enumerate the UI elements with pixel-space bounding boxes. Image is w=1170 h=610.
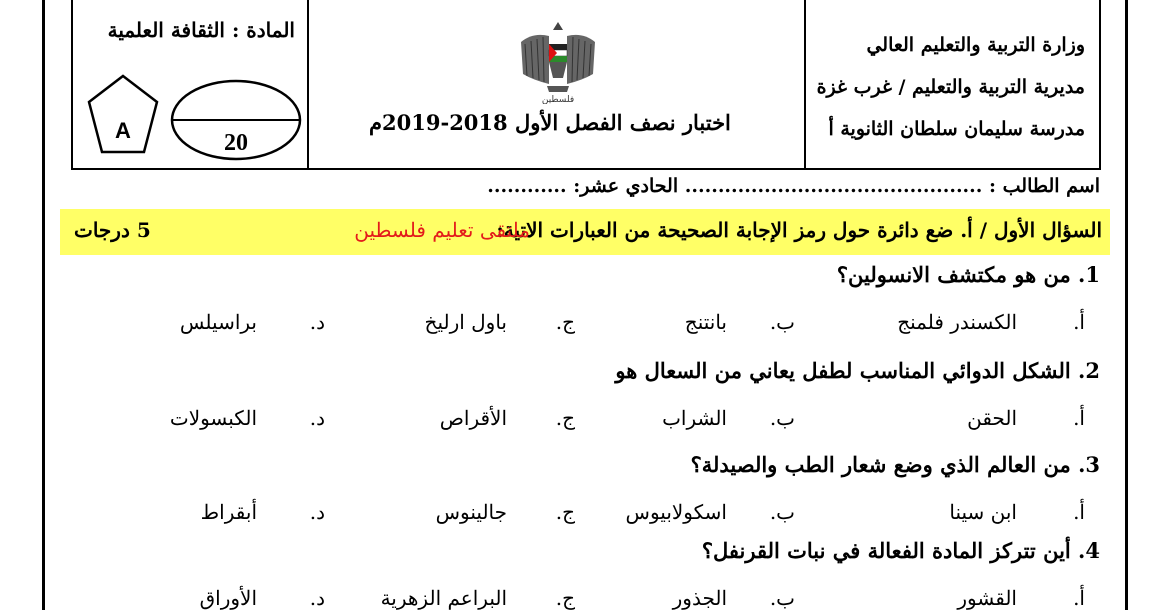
option-text[interactable]: الشراب (662, 406, 727, 430)
school-name: مدرسة سليمان سلطان الثانوية أ (828, 118, 1085, 140)
score-oval (169, 78, 303, 162)
option-letter[interactable]: ب. (769, 406, 795, 430)
option-text[interactable]: القشور (957, 586, 1017, 610)
option-text[interactable]: الكبسولات (169, 406, 257, 430)
question-banner (60, 209, 1110, 255)
question-text: 2. الشكل الدوائي المناسب لطفل يعاني من السعال هو (615, 358, 1100, 383)
student-info-line: اسم الطالب : ............................................. الحادي عشر: ............ (487, 175, 1100, 197)
option-letter[interactable]: ب. (769, 310, 795, 334)
option-letter[interactable]: ج. (555, 586, 575, 610)
option-text[interactable]: الأوراق (199, 586, 257, 610)
exam-header (71, 0, 1101, 170)
school-info-cell (804, 0, 1099, 168)
emblem-caption: فلسطين (541, 95, 575, 104)
option-letter[interactable]: ج. (555, 500, 575, 524)
model-pentagon (83, 70, 163, 160)
promo-text: ملتقى تعليم فلسطين (354, 218, 530, 242)
max-score: 20 (224, 130, 248, 156)
exam-title: اختبار نصف الفصل الأول 2018-2019م (369, 110, 731, 135)
model-letter: A (115, 118, 131, 143)
option-letter[interactable]: ج. (555, 310, 575, 334)
question-text: 3. من العالم الذي وضع شعار الطب والصيدلة؟ (690, 452, 1100, 477)
option-text[interactable]: الجذور (672, 586, 727, 610)
option-text[interactable]: باول ارليخ (424, 310, 507, 334)
palestine-eagle-emblem (513, 14, 603, 104)
subject-label: المادة : الثقافة العلمية (107, 18, 295, 42)
option-text[interactable]: اسكولابيوس (625, 500, 727, 524)
question-text: 1. من هو مكتشف الانسولين؟ (836, 262, 1100, 287)
option-letter[interactable]: ب. (769, 500, 795, 524)
option-letter[interactable]: أ. (1073, 500, 1085, 524)
option-text[interactable]: بانتنج (684, 310, 727, 334)
option-text[interactable]: أبقراط (200, 500, 257, 524)
option-text[interactable]: براسيلس (179, 310, 257, 334)
option-letter[interactable]: ب. (769, 586, 795, 610)
question-score: 5 درجات (74, 218, 151, 242)
question-text: 4. أين تتركز المادة الفعالة في نبات القرنفل؟ (701, 538, 1100, 563)
option-text[interactable]: جالينوس (435, 500, 507, 524)
option-letter[interactable]: د. (309, 500, 325, 524)
option-letter[interactable]: أ. (1073, 406, 1085, 430)
option-letter[interactable]: د. (309, 310, 325, 334)
option-text[interactable]: الكسندر فلمنج (897, 310, 1017, 334)
ministry-name: وزارة التربية والتعليم العالي (866, 34, 1085, 56)
option-letter[interactable]: د. (309, 406, 325, 430)
subject-cell (73, 0, 307, 168)
option-letter[interactable]: أ. (1073, 586, 1085, 610)
option-letter[interactable]: أ. (1073, 310, 1085, 334)
exam-title-cell (307, 0, 804, 168)
option-letter[interactable]: د. (309, 586, 325, 610)
option-text[interactable]: البراعم الزهرية (380, 586, 507, 610)
question-title: السؤال الأول / أ. ضع دائرة حول رمز الإجابة الصحيحة من العبارات الاتية: (496, 218, 1102, 242)
option-text[interactable]: الحقن (967, 406, 1017, 430)
option-text[interactable]: ابن سينا (949, 500, 1017, 524)
option-text[interactable]: الأقراص (439, 406, 507, 430)
option-letter[interactable]: ج. (555, 406, 575, 430)
directorate-name: مديرية التربية والتعليم / غرب غزة (816, 76, 1085, 98)
